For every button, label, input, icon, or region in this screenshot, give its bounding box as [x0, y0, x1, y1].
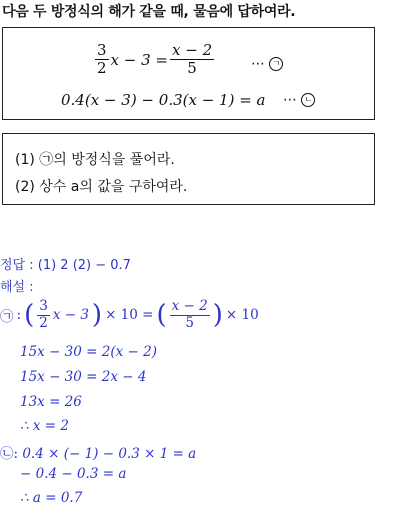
- equation-1-middle: x − 3 =: [110, 50, 168, 69]
- question-1: (1) ㉠의 방정식을 풀어라.: [15, 152, 175, 168]
- equation-2-mark: ⋯ ㄴ: [283, 92, 315, 108]
- circle-nieun-icon: ㄴ: [301, 93, 315, 107]
- solution-label: 해설 :: [0, 280, 34, 295]
- answer-line: 정답 : (1) 2 (2) − 0.7: [0, 258, 131, 273]
- questions-box: [2, 133, 375, 205]
- fraction-3-2: $\frac{3}{2}$: [97, 41, 107, 78]
- solution-line: 13x = 26: [20, 394, 82, 410]
- solution-step-2: ㉡: 0.4 × (− 1) − 0.3 × 1 = a: [0, 446, 197, 462]
- equation-2: 0.4(x − 3) − 0.3(x − 1) = a: [61, 91, 266, 109]
- circle-giyeok-icon: ㄱ: [269, 57, 283, 71]
- solution-step-1: ㉠ : ( $\frac{3}{2}$ x − 3 ) × 10 = ( $\frac{x - 2}{5}$ ) × 10: [0, 298, 259, 331]
- solution-line: 15x − 30 = 2x − 4: [20, 369, 147, 385]
- equations-box: [2, 27, 375, 120]
- solution-mark-2: ㉡: [0, 446, 14, 462]
- fraction-x2-5: $\frac{x - 2}{5}$: [172, 41, 213, 78]
- equation-1: [95, 42, 214, 78]
- solution-line: ∴ x = 2: [20, 418, 69, 434]
- equation-1-mark: ⋯ ㄱ: [251, 56, 283, 72]
- solution-line: − 0.4 − 0.3 = a: [20, 466, 127, 482]
- solution-line: 15x − 30 = 2(x − 2): [20, 344, 157, 360]
- solution-line: ∴ a = 0.7: [20, 490, 83, 506]
- question-2: (2) 상수 a의 값을 구하여라.: [15, 179, 188, 195]
- problem-title: 다음 두 방정식의 해가 같을 때, 물음에 답하여라.: [2, 4, 296, 20]
- solution-mark-1: ㉠: [0, 309, 14, 326]
